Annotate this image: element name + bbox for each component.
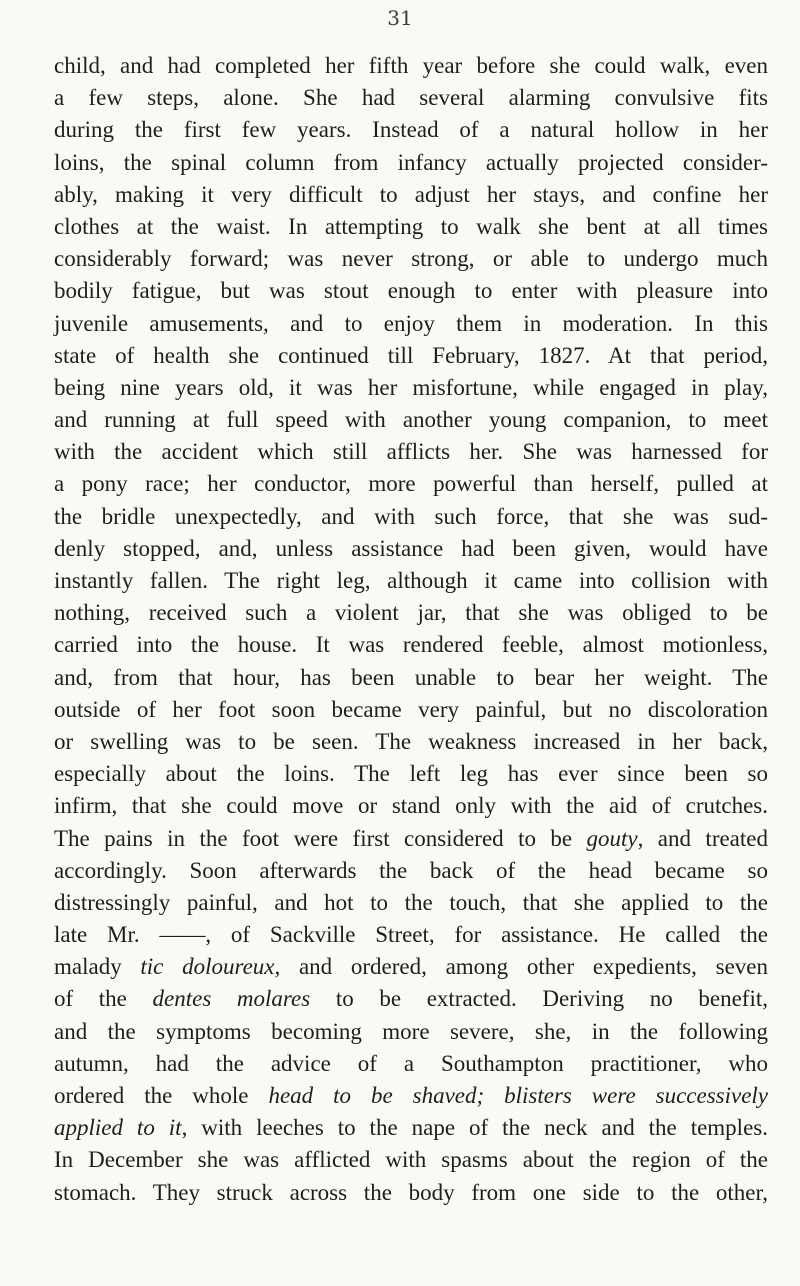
text-line — [54, 147, 768, 179]
text-line — [54, 919, 768, 951]
text-segment: accordingly. Soon afterwards the back of the head became so — [54, 857, 768, 883]
text-segment: clothes at the waist. In attempting to walk she bent at all times — [54, 213, 768, 239]
text-segment: , with leeches to the nape of the neck and the temples. — [181, 1115, 768, 1141]
page-number: 31 — [387, 6, 413, 30]
text-segment: instantly fallen. The right leg, although it came into collision with — [54, 568, 768, 593]
text-segment: during the first few years. Instead of a natural hollow in her — [54, 117, 768, 143]
body-text — [54, 50, 768, 1209]
text-segment: infirm, that she could move or stand only with the aid of crutches. — [54, 793, 768, 819]
text-line — [54, 243, 768, 275]
text-segment: or swelling was to be seen. The weakness increased in her back, — [54, 728, 768, 754]
text-line — [54, 855, 768, 887]
text-segment: In December she was afflicted with spasms about the region of the — [54, 1147, 768, 1173]
text-line — [54, 533, 768, 565]
text-segment: outside of her foot soon became very painful, but no discoloration — [54, 696, 768, 722]
text-line — [54, 951, 768, 983]
text-line — [54, 372, 768, 404]
text-segment: autumn, had the advice of a Southampton practitioner, who — [54, 1050, 768, 1076]
text-segment: nothing, received such a violent jar, that she was obliged to be — [54, 600, 768, 626]
text-line — [54, 629, 768, 661]
text-segment: being nine years old, it was her misfortune, while engaged in play, — [54, 374, 768, 400]
text-segment: and, from that hour, has been unable to bear her weight. The — [54, 664, 768, 690]
text-line — [54, 275, 768, 307]
text-line — [54, 983, 768, 1015]
text-line — [54, 179, 768, 211]
text-line — [54, 1177, 768, 1209]
text-segment: considerably forward; was never strong, or able to undergo much — [54, 246, 768, 272]
text-segment: loins, the spinal column from infancy actually projected consider- — [54, 149, 768, 175]
text-line — [54, 404, 768, 436]
text-line — [54, 501, 768, 533]
italic-text: tic doloureux — [140, 954, 275, 980]
text-line — [54, 436, 768, 468]
text-segment: stomach. They struck across the body from one side to the other, — [54, 1179, 768, 1205]
text-segment: a few steps, alone. She had several alarming convulsive fits — [54, 85, 768, 111]
text-line — [54, 887, 768, 919]
text-segment: to be extracted. Deriving no benefit, — [310, 986, 768, 1012]
text-segment: state of health she continued till February, 1827. At that period, — [54, 342, 768, 368]
text-line — [54, 1080, 768, 1112]
text-segment: bodily fatigue, but was stout enough to enter with pleasure into — [54, 278, 768, 304]
text-line — [54, 468, 768, 500]
text-segment: with the accident which still afflicts her. She was harnessed for — [54, 439, 768, 465]
text-line — [54, 662, 768, 694]
text-segment: late Mr. ——, of Sackville Street, for assistance. He called the — [54, 922, 768, 948]
text-line — [54, 1144, 768, 1176]
text-line — [54, 82, 768, 114]
text-segment: juvenile amusements, and to enjoy them in moderation. In this — [54, 310, 768, 336]
text-line — [54, 211, 768, 243]
text-line — [54, 597, 768, 629]
text-segment: of the — [54, 986, 153, 1012]
text-line — [54, 1016, 768, 1048]
italic-text: dentes molares — [152, 986, 311, 1012]
text-segment: denly stopped, and, unless assistance had been given, would have — [54, 535, 768, 561]
text-segment: child, and had completed her fifth year before she could walk, even — [54, 53, 768, 78]
text-segment: especially about the loins. The left leg has ever since been so — [54, 761, 768, 787]
text-line — [54, 50, 768, 82]
italic-text: applied to it — [54, 1115, 182, 1141]
text-line — [54, 340, 768, 372]
text-segment: a pony race; her conductor, more powerful than herself, pulled at — [54, 471, 768, 497]
text-line — [54, 114, 768, 146]
text-line — [54, 790, 768, 822]
text-line — [54, 823, 768, 855]
text-line — [54, 308, 768, 340]
text-segment: , and treated — [637, 825, 768, 851]
text-segment: and the symptoms becoming more severe, she, in the following — [54, 1018, 768, 1044]
text-segment: malady — [54, 954, 141, 980]
text-segment: ordered the whole — [54, 1083, 269, 1108]
text-segment: distressingly painful, and hot to the touch, that she applied to the — [54, 889, 768, 915]
text-segment: The pains in the foot were first considered to be — [54, 825, 587, 851]
text-segment: , and ordered, among other expedients, seven — [274, 954, 768, 980]
text-line — [54, 694, 768, 726]
text-segment: the bridle unexpectedly, and with such force, that she was sud- — [54, 503, 768, 529]
text-line — [54, 1048, 768, 1080]
text-line — [54, 726, 768, 758]
italic-text: gouty — [586, 825, 638, 851]
italic-text: head to be shaved; blisters were successively — [268, 1083, 769, 1108]
text-line — [54, 758, 768, 790]
text-segment: carried into the house. It was rendered feeble, almost motionless, — [54, 632, 768, 658]
text-line — [54, 565, 768, 597]
text-segment: and running at full speed with another young companion, to meet — [54, 407, 768, 433]
text-line — [54, 1112, 768, 1144]
text-segment: ably, making it very difficult to adjust her stays, and confine her — [54, 181, 768, 207]
